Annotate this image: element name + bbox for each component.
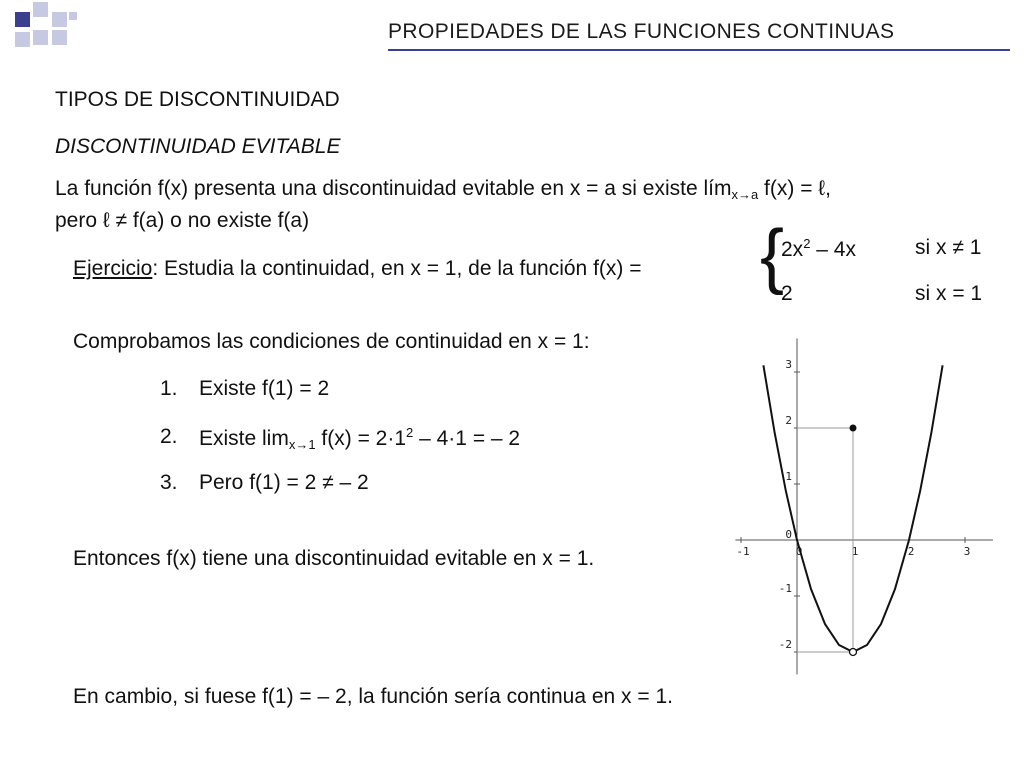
check-item-2-number: 2.: [160, 425, 178, 448]
section-subheading: DISCONTINUIDAD EVITABLE: [55, 135, 341, 158]
case-1-condition: si x ≠ 1: [915, 236, 982, 259]
definition-text: La función f(x) presenta una discontinuidad evitable en x = a si existe lím: [55, 177, 732, 200]
check-item-1-number: 1.: [160, 377, 178, 400]
check-item-2-result: – 4·1 = – 2: [413, 427, 521, 450]
y-tick-label: 1: [785, 470, 792, 483]
x-tick-label: 3: [963, 545, 971, 558]
footer-text: En cambio, si fuese f(1) = – 2, la función sería continua en x = 1.: [73, 685, 674, 708]
exercise-text: : Estudia la continuidad, en x = 1, de la función f(x) =: [152, 257, 642, 280]
check-intro: Comprobamos las condiciones de continuidad en x = 1:: [73, 330, 590, 353]
piecewise-brace: {: [760, 216, 785, 296]
y-tick-label: 0: [785, 528, 792, 541]
x-tick-label: -1: [736, 545, 750, 558]
filled-point: [850, 425, 857, 432]
y-tick-label: -1: [778, 582, 792, 595]
check-item-2-exponent: 2: [406, 425, 414, 440]
y-tick-label: 3: [785, 358, 792, 371]
case-1-expr-exponent: 2: [803, 236, 811, 251]
definition-limit-subscript: x→a: [731, 187, 759, 202]
check-item-2-subscript: x→1: [288, 437, 316, 452]
check-item-2-mid: f(x) = 2·1: [315, 427, 407, 450]
check-item-3-text: Pero f(1) = 2 ≠ – 2: [199, 471, 369, 494]
exercise-label: Ejercicio: [73, 257, 153, 280]
definition-text-end: f(x) = ℓ,: [758, 177, 831, 200]
y-tick-label: -2: [778, 638, 792, 651]
y-tick-label: 2: [785, 414, 792, 427]
check-item-3-number: 3.: [160, 471, 178, 494]
conclusion-text: Entonces f(x) tiene una discontinuidad evitable en x = 1.: [73, 547, 595, 570]
case-1-expr-base: 2x: [781, 238, 804, 261]
case-2-expression: 2: [781, 282, 793, 305]
slide-title: PROPIEDADES DE LAS FUNCIONES CONTINUAS: [388, 20, 895, 43]
definition-line-2: pero ℓ ≠ f(a) o no existe f(a): [55, 209, 310, 232]
hollow-point: [850, 649, 857, 656]
check-item-2-lim: Existe lim: [199, 427, 289, 450]
section-heading: TIPOS DE DISCONTINUIDAD: [55, 88, 340, 111]
x-tick-label: 0: [795, 545, 803, 558]
x-tick-label: 2: [907, 545, 915, 558]
case-1-expr-tail: – 4x: [810, 238, 856, 261]
check-item-1-text: Existe f(1) = 2: [199, 377, 330, 400]
x-tick-label: 1: [851, 545, 859, 558]
case-2-condition: si x = 1: [915, 282, 983, 305]
